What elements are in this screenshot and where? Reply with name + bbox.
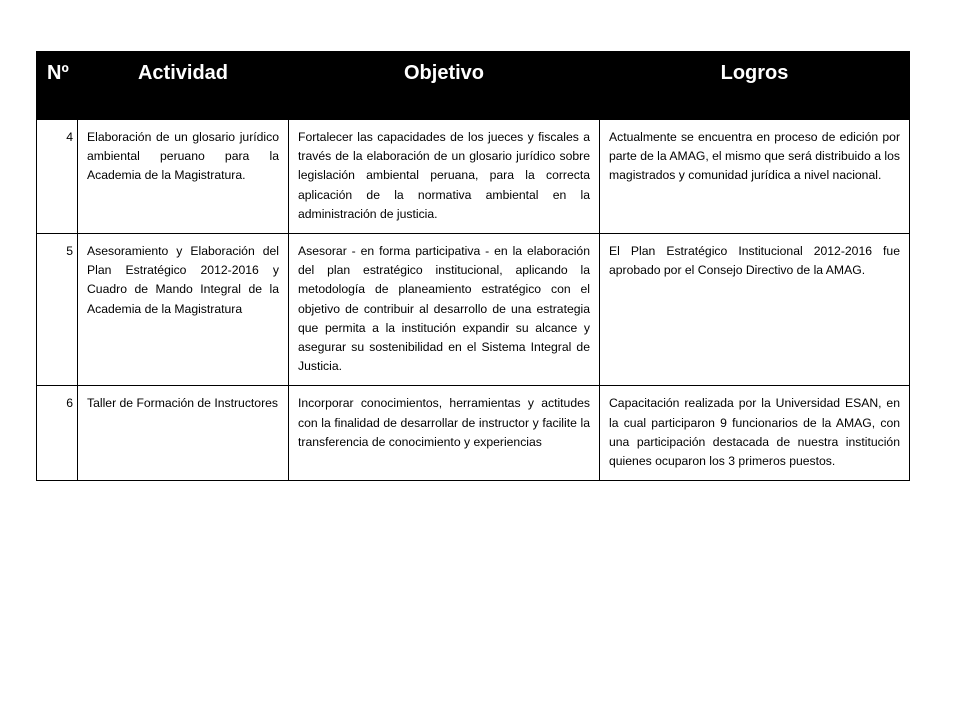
header-row bbox=[37, 52, 910, 120]
cell-actividad: Taller de Formación de Instructores bbox=[78, 386, 289, 481]
header-objetivo: Objetivo bbox=[289, 52, 600, 120]
cell-number: 5 bbox=[37, 234, 78, 386]
cell-actividad: Elaboración de un glosario jurídico ambiental peruano para la Academia de la Magistratura. bbox=[78, 120, 289, 234]
cell-logros: El Plan Estratégico Institucional 2012-2016 fue aprobado por el Consejo Directivo de la AMAG. bbox=[600, 234, 910, 386]
activities-table bbox=[36, 51, 910, 481]
cell-objetivo: Asesorar - en forma participativa - en la elaboración del plan estratégico institucional, aplicando la metodología de planeamiento estratégico con el objetivo de contribuir al desarrollo de una estrategia que permita a la institución expandir su alcance y asegurar su sostenibilidad en el Sistema Integral de Justicia. bbox=[289, 234, 600, 386]
cell-number: 4 bbox=[37, 120, 78, 234]
cell-objetivo: Fortalecer las capacidades de los jueces y fiscales a través de la elaboración de un glosario jurídico sobre legislación ambiental peruana, para la correcta aplicación de la normativa ambiental en la administración de justicia. bbox=[289, 120, 600, 234]
header-logros: Logros bbox=[600, 52, 910, 120]
cell-objetivo: Incorporar conocimientos, herramientas y actitudes con la finalidad de desarrollar de instructor y facilite la transferencia de conocimiento y experiencias bbox=[289, 386, 600, 481]
table-body bbox=[37, 120, 910, 481]
cell-logros: Actualmente se encuentra en proceso de edición por parte de la AMAG, el mismo que será distribuido a los magistrados y comunidad jurídica a nivel nacional. bbox=[600, 120, 910, 234]
cell-number: 6 bbox=[37, 386, 78, 481]
table-row bbox=[37, 386, 910, 481]
header-number: Nº bbox=[37, 52, 78, 120]
table-row bbox=[37, 234, 910, 386]
header-actividad: Actividad bbox=[78, 52, 289, 120]
table-row bbox=[37, 120, 910, 234]
cell-actividad: Asesoramiento y Elaboración del Plan Estratégico 2012-2016 y Cuadro de Mando Integral de la Academia de la Magistratura bbox=[78, 234, 289, 386]
table-header bbox=[37, 52, 910, 120]
cell-logros: Capacitación realizada por la Universidad ESAN, en la cual participaron 9 funcionarios de la AMAG, con una participación destacada de nuestra institución quienes ocuparon los 3 primeros puestos. bbox=[600, 386, 910, 481]
